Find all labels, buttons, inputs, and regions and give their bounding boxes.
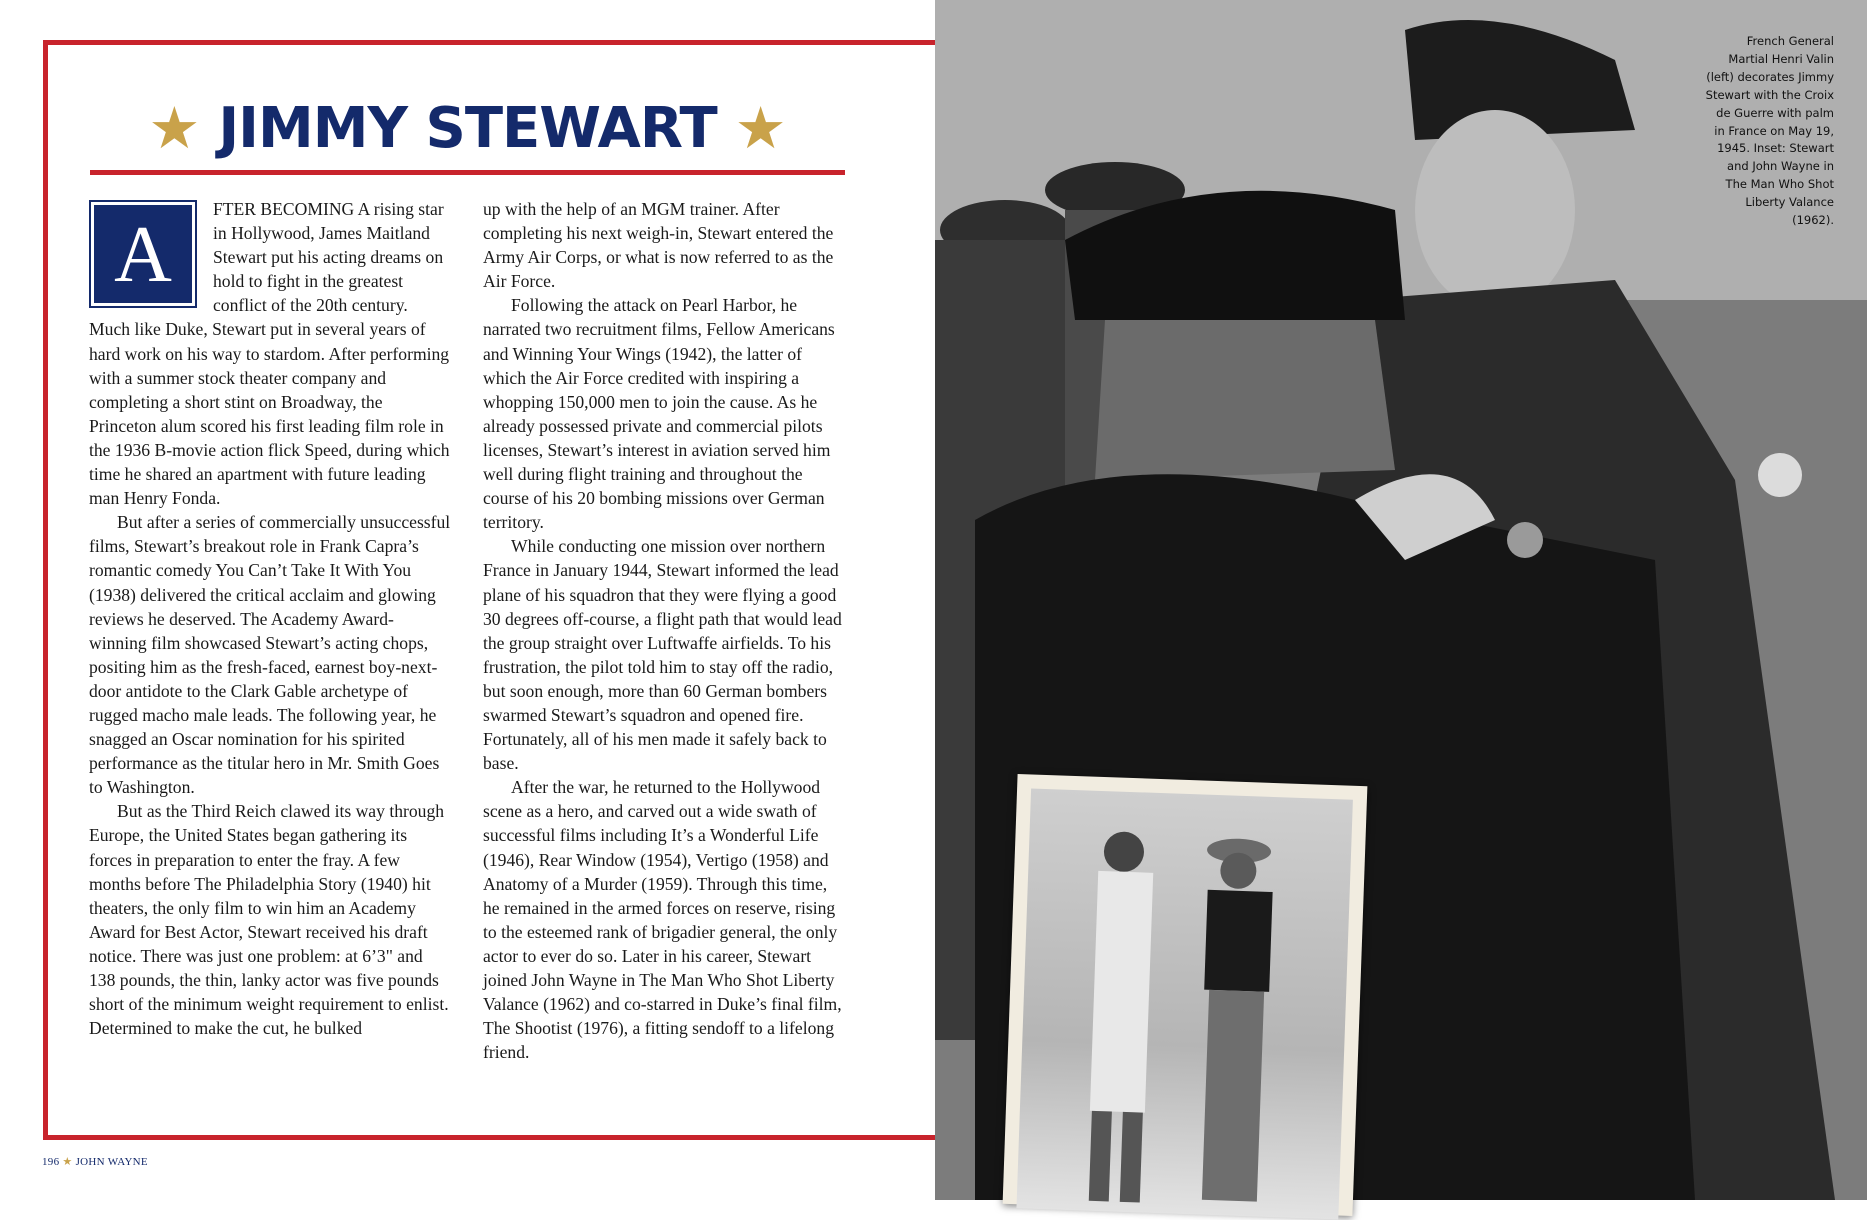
figure-leg	[1120, 1112, 1143, 1203]
medal	[1507, 522, 1543, 558]
paragraph: But as the Third Reich clawed its way through Europe, the United States began gathering its forces in preparation to enter the fray. A few months before The Philadelphia Story (1940) hit theaters, the only film to win him an Academy Award for Best Actor, Stewart received his draft notice. There was just one problem: at 6’3" and 138 pounds, the thin, lanky actor was five pounds short of the minimum weight requirement to enlist. Determined to make the cut, he bulked	[89, 801, 449, 1039]
figure-shirt	[1204, 890, 1272, 992]
column-1	[89, 197, 451, 1040]
star-icon: ★	[62, 1156, 73, 1168]
star-icon: ★	[148, 94, 201, 162]
article-title: JIMMY STEWART	[218, 95, 717, 161]
paragraph: up with the help of an MGM trainer. After completing his next weigh-in, Stewart entered the Army Air Corps, or what is now referred to as the Air Force.	[483, 199, 834, 292]
inset-photo	[1016, 789, 1352, 1220]
uniform-patch	[1758, 453, 1802, 497]
page-number: 196	[42, 1156, 60, 1168]
star-icon: ★	[734, 94, 787, 162]
title-rule	[90, 170, 845, 175]
paragraph: While conducting one mission over northern France in January 1944, Stewart informed the lead plane of his squadron that they were flying a good 30 degrees off-course, a flight path that would lead the group straight over Luftwaffe airfields. To his frustration, the pilot told him to stay off the radio, but soon enough, more than 60 German bombers swarmed Stewart’s squadron and opened fire. Fortunately, all of his men made it safely back to base.	[483, 536, 842, 774]
stewart-face	[1415, 110, 1575, 310]
figure-head	[1103, 831, 1144, 872]
paragraph: But after a series of commercially unsuccessful films, Stewart’s breakout role in Frank Capra’s romantic comedy You Can’t Take It With You (1938) delivered the critical acclaim and glowing reviews he deserved. The Academy Award-winning film showcased Stewart’s acting chops, positing him as the fresh-faced, earnest boy-next-door antidote to the Clark Gable archetype of rugged macho male leads. The following year, he snagged an Oscar nomination for his spirited performance as the titular hero in Mr. Smith Goes to Washington.	[89, 512, 451, 798]
column-2	[483, 197, 845, 1064]
figure-apron	[1090, 871, 1153, 1113]
paragraph: After the war, he returned to the Hollywood scene as a hero, and carved out a wide swath of successful films including It’s a Wonderful Life (1946), Rear Window (1954), Vertigo (1958) and Anatomy of a Murder (1959). Through this time, he remained in the armed forces on reserve, rising to the esteemed rank of brigadier general, the only actor to ever do so. Later in his career, Stewart joined John Wayne in The Man Who Shot Liberty Valance (1962) and co-starred in Duke’s final film, The Shootist (1976), a fitting sendoff to a lifelong friend.	[483, 777, 842, 1063]
paragraph: FTER BECOMING A rising star in Hollywood, James Maitland Stewart put his acting dreams on hold to fight in the greatest conflict of the 20th century. Much like Duke, Stewart put in several years of hard work on his way to stardom. After performing with a summer stock theater company and completing a short stint on Broadway, the Princeton alum scored his first leading film role in the 1936 B-movie action flick Speed, during which time he shared an apartment with future leading man Henry Fonda.	[89, 199, 450, 509]
figure-chaps	[1202, 990, 1264, 1202]
inset-figures	[1016, 789, 1352, 1220]
drop-cap-letter: A	[94, 205, 192, 303]
page-footer	[42, 1155, 148, 1168]
photo-caption: French General Martial Henri Valin (left) decorates Jimmy Stewart with the Croix de Guerre with palm in France on May 19, 1945. Inset: Stewart and John Wayne in The Man Who Shot Liberty Valance (1962).	[1705, 34, 1834, 228]
figure-leg	[1089, 1111, 1112, 1202]
inset-photo-frame	[1003, 774, 1368, 1216]
left-page	[0, 0, 935, 1200]
drop-cap	[89, 200, 197, 308]
general-head	[1095, 320, 1395, 480]
book-title: JOHN WAYNE	[75, 1156, 148, 1168]
title-row	[90, 88, 845, 168]
paragraph: Following the attack on Pearl Harbor, he narrated two recruitment films, Fellow Americans and Winning Your Wings (1942), the latter of which the Air Force credited with inspiring a whopping 150,000 men to join the cause. As he already possessed private and commercial pilots licenses, Stewart’s interest in aviation served him well during flight training and throughout the course of his 20 bombing missions over German territory.	[483, 295, 835, 533]
